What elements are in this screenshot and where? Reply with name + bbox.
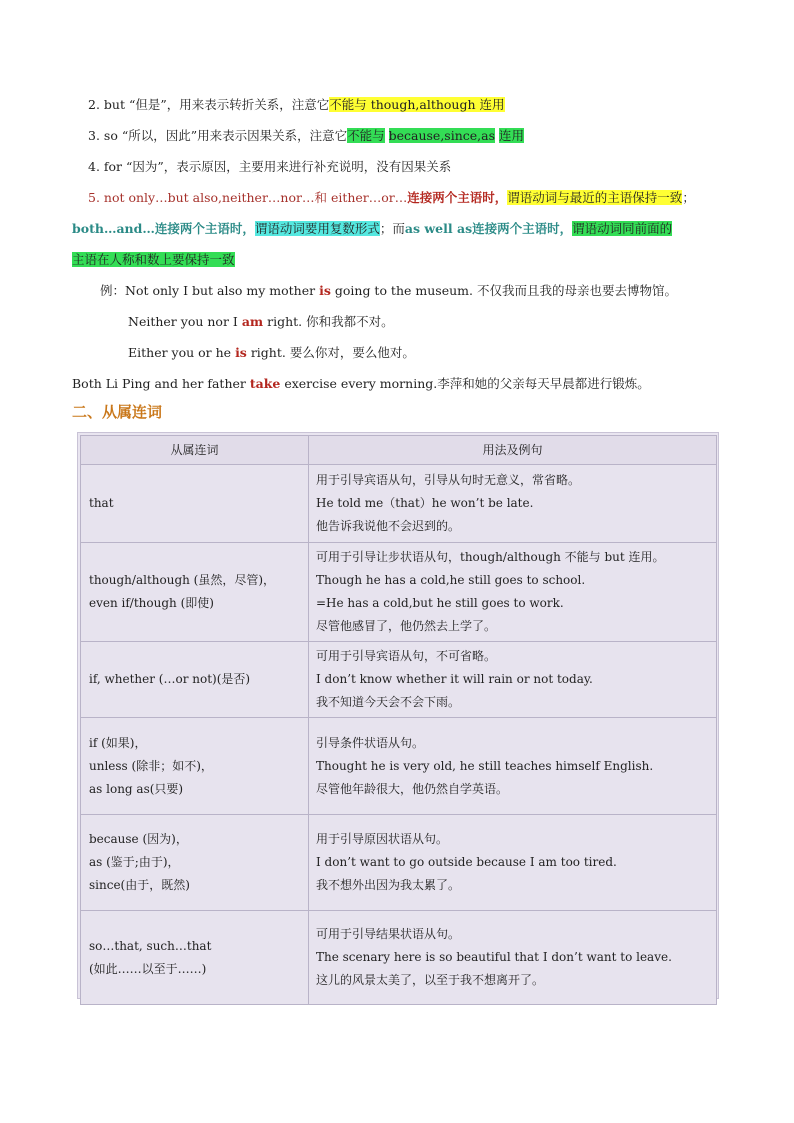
usage-cell: 引导条件状语从句。 Thought he is very old, he still teaches himself English. 尽管他年龄很大，他仍然自学英语。: [309, 718, 717, 815]
table-row: [81, 642, 717, 718]
table-header-row: [81, 436, 717, 465]
header-conjunction: 从属连词: [81, 436, 309, 465]
conjunction-cell: if, whether (…or not)(是否): [81, 642, 309, 718]
rule-but: 2. but “但是”，用来表示转折关系，注意它不能与 though,although 连用: [88, 97, 505, 112]
example-4: Both Li Ping and her father take exercise every morning.李萍和她的父亲每天早晨都进行锻炼。: [72, 376, 650, 391]
usage-cell: 可用于引导结果状语从句。 The scenary here is so beautiful that I don’t want to leave. 这儿的风景太美了，以至于我不想离开了。: [309, 911, 717, 1005]
conjunction-cell: because (因为)， as (鉴于;由于)， since(由于，既然): [81, 815, 309, 911]
conjunction-cell: if (如果)， unless (除非；如不)， as long as(只要): [81, 718, 309, 815]
table-row: [81, 911, 717, 1005]
conjunction-cell: that: [81, 465, 309, 543]
example-2: Neither you nor I am right. 你和我都不对。: [128, 314, 394, 329]
rule-so: 3. so “所以，因此”用来表示因果关系，注意它不能与 because,since,as 连用: [88, 128, 524, 143]
conjunction-cell: so…that, such…that (如此……以至于……): [81, 911, 309, 1005]
rule-continued: 主语在人称和数上要保持一致: [72, 252, 235, 267]
example-1: 例：Not only I but also my mother is going to the museum. 不仅我而且我的母亲也要去博物馆。: [100, 283, 677, 298]
table-row: [81, 543, 717, 642]
conjunction-table: [80, 435, 717, 1005]
rule-both-and: both…and…连接两个主语时，谓语动词要用复数形式；而as well as连接两个主语时，谓语动词同前面的: [72, 221, 673, 236]
usage-cell: 用于引导原因状语从句。 I don’t want to go outside because I am too tired. 我不想外出因为我太累了。: [309, 815, 717, 911]
header-usage: 用法及例句: [309, 436, 717, 465]
usage-cell: 用于引导宾语从句，引导从句时无意义，常省略。 He told me（that）he won’t be late. 他告诉我说他不会迟到的。: [309, 465, 717, 543]
section-title: 二、从属连词: [72, 403, 163, 421]
example-3: Either you or he is right. 要么你对，要么他对。: [128, 345, 415, 360]
rule-correlative: 5. not only…but also,neither…nor…和 either…or…连接两个主语时，谓语动词与最近的主语保持一致；: [88, 190, 695, 205]
rule-for: 4. for “因为”，表示原因，主要用来进行补充说明，没有因果关系: [88, 159, 452, 174]
conjunction-cell: though/although (虽然，尽管)， even if/though (即使): [81, 543, 309, 642]
usage-cell: 可用于引导宾语从句，不可省略。 I don’t know whether it will rain or not today. 我不知道今天会不会下雨。: [309, 642, 717, 718]
table-row: [81, 718, 717, 815]
usage-cell: 可用于引导让步状语从句，though/although 不能与 but 连用。 Though he has a cold,he still goes to school. =He has a cold,but he still goes to work. 尽管他感冒了，他仍然去上学了。: [309, 543, 717, 642]
table-row: [81, 815, 717, 911]
table-row: [81, 465, 717, 543]
